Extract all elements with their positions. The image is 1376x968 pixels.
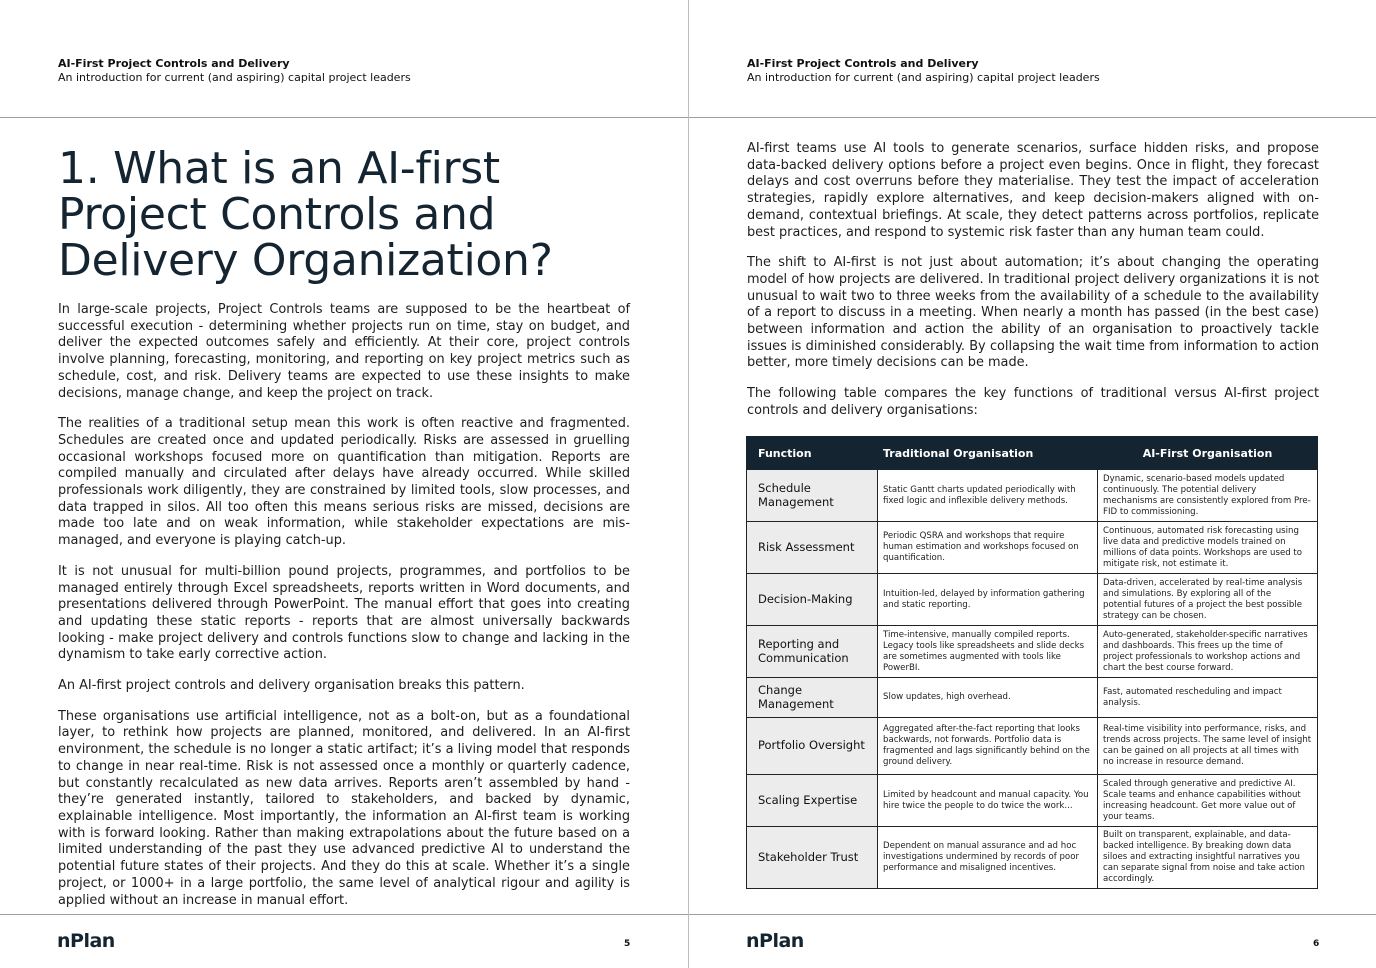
paragraph: The following table compares the key functions of traditional versus AI-first project controls and delivery organisations: — [747, 386, 1319, 418]
paragraph: AI-first teams use AI tools to generate scenarios, surface hidden risks, and propose data-backed delivery options before a project even begins. Once in flight, they forecast delays and cost overruns before they materialise. They test the impact of acceleration strategies, rapidly explore alternatives, and keep decision-makers aligned with on-demand, contextual briefings. At scale, they detect patterns across portfolios, replicate best practices, and respond to systemic risk faster than any human team could. — [747, 141, 1319, 240]
nplan-logo: nPlan — [746, 930, 804, 952]
header-title: AI-First Project Controls and Delivery — [747, 57, 979, 70]
column-header-function: Function — [747, 437, 878, 470]
traditional-cell: Static Gantt charts updated periodically with fixed logic and inflexible delivery methods. — [878, 470, 1098, 522]
header-divider — [689, 117, 1376, 118]
header-divider — [0, 117, 688, 118]
ai-first-cell: Fast, automated rescheduling and impact analysis. — [1098, 678, 1318, 718]
table-header-row — [747, 437, 1318, 470]
table-row — [747, 574, 1318, 626]
table-row — [747, 827, 1318, 889]
nplan-logo: nPlan — [57, 930, 115, 952]
paragraph: In large-scale projects, Project Controls teams are supposed to be the heartbeat of successful execution - determining whether projects run on time, stay on budget, and deliver the expected outcomes safely and efficiently. At their core, project controls involve planning, forecasting, monitoring, and reporting on key project metrics such as schedule, cost, and risk. Delivery teams are expected to use these insights to make decisions, manage change, and keep the project on track. — [58, 302, 630, 401]
traditional-cell: Aggregated after-the-fact reporting that looks backwards, not forwards. Portfolio data is fragmented and lags significantly behind on the ground delivery. — [878, 718, 1098, 775]
traditional-cell: Periodic QSRA and workshops that require human estimation and workshops focused on quantification. — [878, 522, 1098, 574]
ai-first-cell: Data-driven, accelerated by real-time analysis and simulations. By exploring all of the potential futures of a project the best possible strategy can be chosen. — [1098, 574, 1318, 626]
table-row — [747, 775, 1318, 827]
heading-line: Project Controls and — [58, 189, 496, 240]
ai-first-cell: Scaled through generative and predictive AI. Scale teams and enhance capabilities without increasing headcount. Get more value out of your teams. — [1098, 775, 1318, 827]
heading-line: 1. What is an AI-first — [58, 143, 500, 194]
paragraph: The realities of a traditional setup mean this work is often reactive and fragmented. Schedules are created once and updated periodically. Risks are assessed in gruelling occasional workshops focused more on quantification than mitigation. Reports are compiled manually and circulated after delays have already occurred. While skilled professionals work diligently, they are constrained by limited tools, slow processes, and data trapped in silos. All too often this means serious risks are missed, decisions are made too late and on weak information, while stakeholder expectations are mis-managed, and everyone is playing catch-up. — [58, 416, 630, 549]
ai-first-cell: Auto-generated, stakeholder-specific narratives and dashboards. This frees up the time of project professionals to workshop actions and chart the best course forward. — [1098, 626, 1318, 678]
page-number: 6 — [1313, 939, 1320, 949]
traditional-cell: Time-intensive, manually compiled reports. Legacy tools like spreadsheets and slide decks are sometimes augmented with tools like PowerBI. — [878, 626, 1098, 678]
traditional-cell: Slow updates, high overhead. — [878, 678, 1098, 718]
ai-first-cell: Dynamic, scenario-based models updated continuously. The potential delivery mechanisms are consistently explored from Pre-FID to commissioning. — [1098, 470, 1318, 522]
header-title: AI-First Project Controls and Delivery — [58, 57, 290, 70]
left-body-text — [58, 302, 630, 923]
function-cell: Scaling Expertise — [747, 775, 878, 827]
function-cell: Reporting and Communication — [747, 626, 878, 678]
table-row — [747, 522, 1318, 574]
comparison-table — [746, 436, 1318, 889]
paragraph: It is not unusual for multi-billion pound projects, programmes, and portfolios to be managed entirely through Excel spreadsheets, reports written in Word documents, and presentations delivered through PowerPoint. The manual effort that goes into creating and updating these static reports - reports that are almost universally backwards looking - make project delivery and controls functions slow to change and lacking in the dynamism to take early corrective action. — [58, 563, 630, 663]
table-row — [747, 678, 1318, 718]
column-header-traditional: Traditional Organisation — [878, 437, 1098, 470]
section-heading — [58, 143, 658, 286]
function-cell: Change Management — [747, 678, 878, 718]
table-row — [747, 718, 1318, 775]
function-cell: Stakeholder Trust — [747, 827, 878, 889]
traditional-cell: Intuition-led, delayed by information gathering and static reporting. — [878, 574, 1098, 626]
ai-first-cell: Continuous, automated risk forecasting using live data and predictive models trained on millions of data points. Workshops are used to mitigate risk, not estimate it. — [1098, 522, 1318, 574]
running-header — [58, 57, 411, 85]
paragraph: An AI-first project controls and delivery organisation breaks this pattern. — [58, 678, 525, 694]
function-cell: Risk Assessment — [747, 522, 878, 574]
function-cell: Portfolio Oversight — [747, 718, 878, 775]
table-row — [747, 470, 1318, 522]
ai-first-cell: Built on transparent, explainable, and data-backed intelligence. By breaking down data siloes and extracting insightful narratives you can separate signal from noise and take action accordingly. — [1098, 827, 1318, 889]
footer-divider — [689, 914, 1376, 915]
table-row — [747, 626, 1318, 678]
heading-line: Delivery Organization? — [58, 235, 553, 286]
page-number: 5 — [624, 939, 631, 949]
column-header-ai-first: AI-First Organisation — [1098, 437, 1318, 470]
right-body-text — [747, 141, 1319, 434]
running-header — [747, 57, 1100, 85]
footer-divider — [0, 914, 688, 915]
traditional-cell: Limited by headcount and manual capacity. You hire twice the people to do twice the work... — [878, 775, 1098, 827]
header-subtitle: An introduction for current (and aspiring) capital project leaders — [58, 71, 411, 84]
traditional-cell: Dependent on manual assurance and ad hoc investigations undermined by records of poor performance and misaligned incentives. — [878, 827, 1098, 889]
ai-first-cell: Real-time visibility into performance, risks, and trends across projects. The same level of insight can be gained on all projects at all times with no increase in resource demand. — [1098, 718, 1318, 775]
paragraph: These organisations use artificial intelligence, not as a bolt-on, but as a foundational layer, to rethink how projects are planned, monitored, and delivered. In an AI-first environment, the schedule is no longer a static artifact; it’s a living model that responds to change in near real-time. Risk is not assessed once a monthly or quarterly cadence, but constantly recalculated as new data arrives. Reports aren’t assembled by hand - they’re generated instantly, tailored to stakeholders, and backed by dynamic, explainable intelligence. Most importantly, the information an AI-first team is working with is forward looking. Rather than making extrapolations about the future based on a limited understanding of the past they use advanced predictive AI to understand the potential future states of their projects. And they do this at scale. Whether it’s a single project, or 1000+ in a large portfolio, the same level of analytical rigour and agility is applied without an increase in manual effort. — [58, 708, 630, 908]
function-cell: Schedule Management — [747, 470, 878, 522]
header-subtitle: An introduction for current (and aspiring) capital project leaders — [747, 71, 1100, 84]
function-cell: Decision-Making — [747, 574, 878, 626]
paragraph: The shift to AI-first is not just about automation; it’s about changing the operating model of how projects are delivered. In traditional project delivery organizations it is not unusual to wait two to three weeks from the availability of a schedule to the availability of a report to discuss in a meeting. When nearly a month has passed (in the best case) between information and action the ability of an organisation to proactively tackle issues is diminished considerably. By collapsing the wait time from information to action better, more timely decisions can be made. — [747, 255, 1319, 371]
